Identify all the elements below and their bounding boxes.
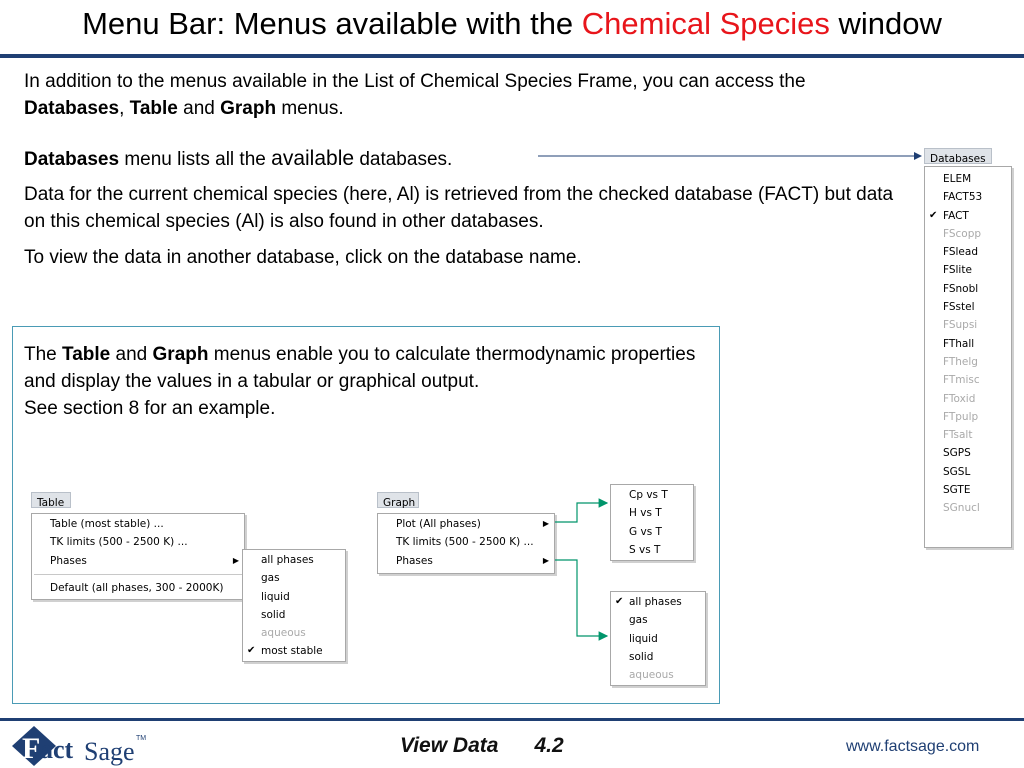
menu-item-label: FTpulp	[943, 410, 979, 423]
check-icon: ✔	[929, 209, 938, 221]
submenu-arrow-icon: ▶	[542, 555, 549, 565]
menu-item-label: FACT53	[943, 191, 983, 204]
menu-item-label: FThall	[943, 337, 975, 350]
check-icon: ✔	[247, 645, 256, 657]
menu-item-label: all phases	[261, 554, 314, 566]
menu-item-label: Default (all phases, 300 - 2000K)	[50, 581, 224, 594]
menu-item-label: Phases	[50, 554, 87, 567]
menu-item-label: SGSL	[943, 465, 971, 478]
footer-section-label: View Data 4.2	[400, 734, 564, 757]
menu-item-label: H vs T	[629, 507, 662, 520]
menu-item-label: liquid	[629, 632, 658, 645]
menu-item-label: ELEM	[943, 173, 972, 185]
menu-item-label: FSstel	[943, 301, 975, 314]
menu-item-label: FTmisc	[943, 374, 980, 387]
menu-item-label: aqueous	[629, 669, 674, 682]
svg-text:TM: TM	[136, 735, 147, 742]
website-link[interactable]: www.factsage.com	[846, 738, 980, 755]
menu-item-label: liquid	[261, 590, 290, 603]
table-graph-paragraph: The Table and Graph menus enable you to calculate thermodynamic properties and display the values in a tabular or graphical output. See section 8 for an example.	[24, 341, 704, 422]
databases-data-paragraph: Data for the current chemical species (here, Al) is retrieved from the checked database (FACT) but data on this chemical species (Al) is also found in other databases.	[24, 184, 894, 232]
plot-connector	[555, 503, 607, 522]
menu-item-label: aqueous	[261, 627, 306, 640]
submenu-arrow-icon: ▶	[232, 555, 239, 565]
menu-item-label: G vs T	[629, 525, 662, 538]
table-menu-header[interactable]: Table	[31, 492, 71, 508]
menu-item-label: gas	[629, 614, 648, 627]
menu-item-label: FSnobl	[943, 282, 979, 295]
menu-item-label: Cp vs T	[629, 489, 668, 501]
menu-item-label: SGTE	[943, 484, 971, 497]
title-highlight: Chemical Species	[581, 6, 830, 41]
graph-menu-header[interactable]: Graph	[377, 492, 419, 508]
menu-item-label: SGnucl	[943, 502, 980, 515]
menu-item-label: solid	[629, 650, 654, 663]
factsage-logo	[8, 722, 153, 766]
menu-item-label: Plot (All phases)	[396, 518, 481, 530]
menu-item-label: all phases	[629, 596, 682, 608]
databases-menu-header[interactable]: Databases	[924, 148, 992, 164]
page-number: 4.2	[534, 734, 564, 757]
menu-item-label: TK limits (500 - 2500 K) ...	[396, 536, 534, 549]
menu-item-label: FSlead	[943, 246, 978, 259]
menu-item-label: S vs T	[629, 543, 661, 556]
check-icon: ✔	[615, 596, 624, 607]
footer-rule	[0, 718, 1024, 721]
svg-text:act: act	[40, 735, 74, 764]
menu-item-label: gas	[261, 572, 280, 585]
menu-item-label: FTsalt	[943, 429, 973, 442]
menu-item-label: FThelg	[943, 355, 978, 368]
menu-item-label: FScopp	[943, 227, 982, 240]
submenu-arrow-icon: ▶	[542, 519, 549, 528]
menu-item-label: Phases	[396, 554, 433, 567]
menu-item-label: SGPS	[943, 447, 971, 460]
page-title: Menu Bar: Menus available with the Chemical Species window	[82, 6, 942, 41]
menu-item-label: TK limits (500 - 2500 K) ...	[50, 536, 188, 549]
intro-paragraph: In addition to the menus available in the List of Chemical Species Frame, you can access the Databases, Table and Graph menus.	[24, 71, 806, 119]
databases-view-paragraph: To view the data in another database, click on the database name.	[24, 247, 582, 268]
phases-connector	[555, 560, 607, 636]
svg-text:F: F	[22, 732, 41, 765]
menu-item-label: FSlite	[943, 264, 972, 277]
menu-item-label: Table (most stable) ...	[50, 518, 164, 530]
menu-item-label: FSupsi	[943, 319, 978, 332]
menu-item-label: FACT	[943, 209, 969, 222]
menu-item-label: most stable	[261, 645, 323, 658]
databases-paragraph: Databases menu lists all the available databases. Data for the current chemical species (here, Al) is retrieved from the checked database (FACT) but data on this chemical species (Al) is also found in other databases. To view the data in another database, click on the database name.	[24, 145, 904, 271]
menu-item-label: solid	[261, 608, 286, 621]
menu-item-label: FToxid	[943, 392, 976, 405]
see-section-text: See section 8 for an example.	[24, 398, 276, 419]
svg-text:Sage: Sage	[84, 737, 135, 766]
